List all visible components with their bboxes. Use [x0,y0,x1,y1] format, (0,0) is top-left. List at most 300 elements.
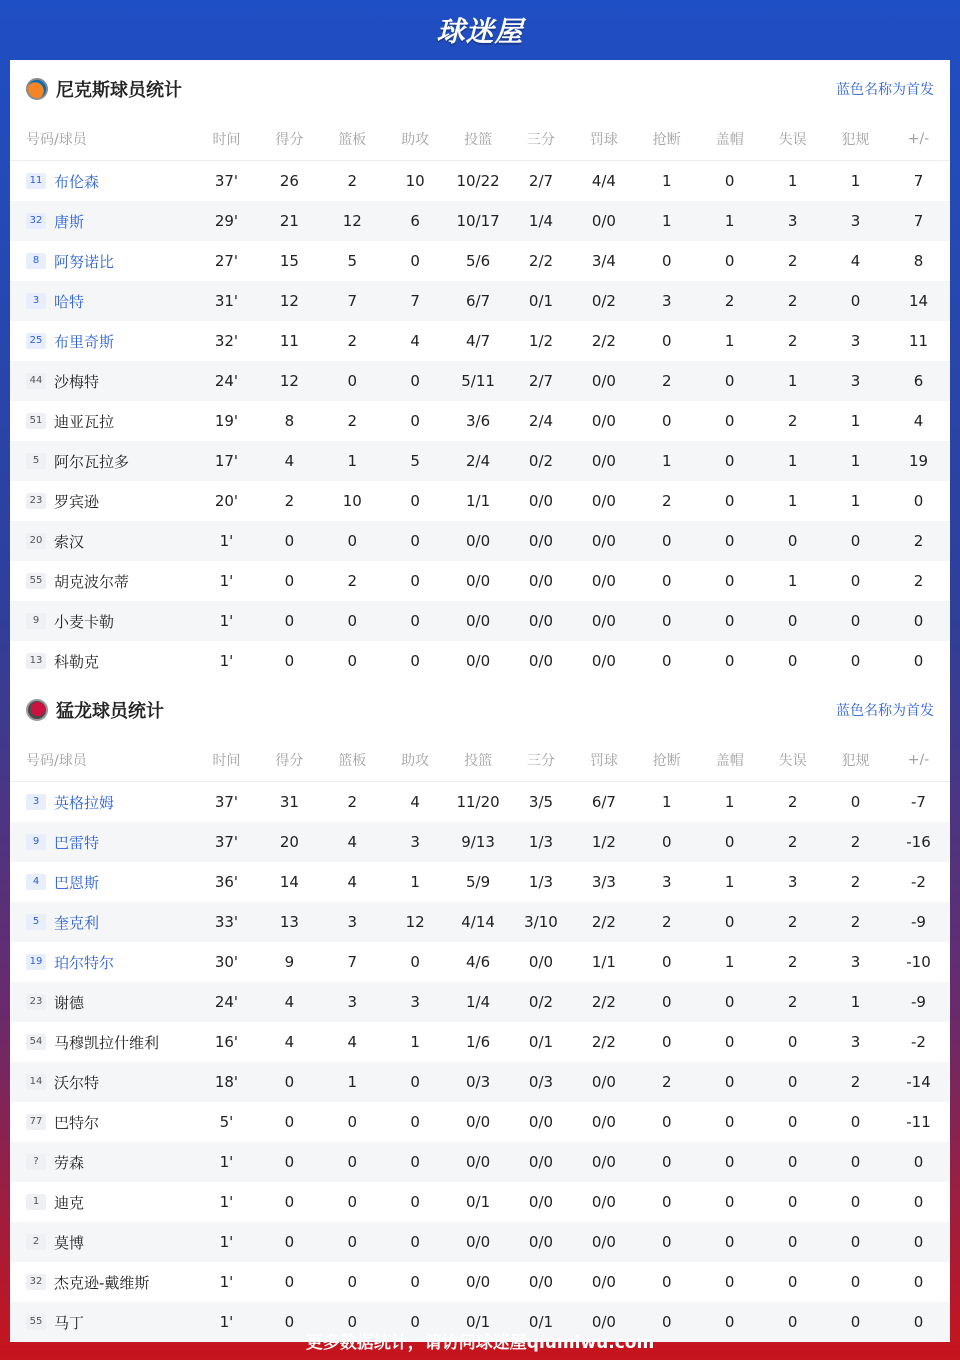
stat-cell: 1 [635,441,698,481]
column-header: 三分 [510,739,573,782]
column-header: 盖帽 [698,739,761,782]
stat-cell: 0/0 [510,601,573,641]
stat-cell: 12 [321,201,384,241]
stat-cell: 19' [214,412,239,430]
stat-cell: 0 [850,572,861,590]
stat-cell: 2 [635,1062,698,1102]
stat-cell: 2 [698,281,761,321]
stat-cell: 2 [347,412,358,430]
table-row [10,942,950,982]
stat-cell: 10/22 [456,172,500,190]
stat-cell: 4/6 [466,953,491,971]
player-cell [10,561,195,601]
stat-cell: 2/4 [447,441,510,481]
stat-cell: 1' [219,1273,234,1291]
stats-table [10,118,950,681]
stat-cell: 2/2 [528,252,554,270]
stats-panel [10,60,950,1332]
stat-cell: 0 [824,281,887,321]
stat-cell: 0 [384,1062,447,1102]
player-cell [10,521,195,561]
stat-cell: 1 [724,873,735,891]
stat-cell: 0/0 [591,492,616,510]
stat-cell: 4/14 [447,902,510,942]
stat-cell: 0 [384,1222,447,1262]
stat-cell: 11 [908,332,929,350]
jersey-number: 44 [26,373,46,389]
stat-cell: 0 [635,1222,698,1262]
stat-cell: 0/3 [447,1062,510,1102]
stat-cell: 0/3 [510,1062,573,1102]
stat-cell: 0 [258,1302,321,1342]
stat-cell: 0/0 [572,201,635,241]
stat-cell: 0 [850,1193,861,1211]
stat-cell: 1 [321,441,384,481]
column-header: 投篮 [447,118,510,161]
stat-cell: 0 [787,1273,798,1291]
stat-cell: 0/0 [528,1193,554,1211]
stat-cell: 0/0 [528,1273,554,1291]
table-row [10,521,950,561]
stat-cell: 2 [347,572,358,590]
stat-cell: 36' [214,873,239,891]
player-cell [10,1022,195,1062]
stat-cell: 6/7 [591,793,616,811]
player-name: 巴特尔 [54,1113,100,1132]
stat-cell: 0 [284,1193,295,1211]
stat-cell: 0/0 [572,1062,635,1102]
stat-cell: 0/0 [466,652,491,670]
stat-cell: 0 [698,1222,761,1262]
table-row [10,822,950,862]
stat-cell: 0 [698,982,761,1022]
team-title [26,76,182,102]
stat-cell: 20 [258,822,321,862]
player-cell [10,481,195,521]
stat-cell: 1/6 [466,1033,491,1051]
stat-cell: 0/0 [528,492,554,510]
stat-cell: 0 [258,1142,321,1182]
stat-cell: 1 [662,793,672,811]
stat-cell: 2 [787,412,798,430]
jersey-number: 5 [26,914,46,930]
stat-cell: 0 [384,1142,447,1182]
jersey-number: 55 [26,573,46,589]
stat-cell: 0/0 [447,1142,510,1182]
stat-cell: 1 [662,172,672,190]
stat-cell: 0 [410,492,420,510]
player-name: 唐斯 [54,212,85,231]
stat-cell: -9 [887,982,950,1022]
player-name: 沃尔特 [54,1073,100,1092]
stat-cell: 4 [347,873,358,891]
table-row [10,561,950,601]
stat-cell: 9/13 [447,822,510,862]
stat-cell: 4 [258,441,321,481]
stat-cell: 0/2 [510,441,573,481]
jersey-number: 2 [26,1234,46,1250]
stat-cell: 4 [258,982,321,1022]
stat-cell: 0/0 [572,601,635,641]
stat-cell: 0 [410,1273,420,1291]
stat-cell: -7 [911,793,926,811]
stat-cell: 1 [410,873,420,891]
stat-cell: 0 [761,521,824,561]
table-row [10,1182,950,1222]
stat-cell: 0 [698,601,761,641]
jersey-number: 23 [26,994,46,1010]
column-header: 罚球 [572,118,635,161]
stat-cell: 3/5 [528,793,554,811]
stat-cell: 0 [384,521,447,561]
column-header: 得分 [258,739,321,782]
stat-cell: 2/4 [528,412,554,430]
table-header-row [10,739,950,782]
jersey-number: 4 [26,874,46,890]
player-name: 迪克 [54,1193,85,1212]
stat-cell: 0 [635,1142,698,1182]
stat-cell: 1 [724,332,735,350]
stat-cell: 3/4 [591,252,616,270]
stat-cell: 1 [850,172,861,190]
stat-cell: 2 [761,281,824,321]
jersey-number: 55 [26,1314,46,1330]
player-cell [10,1182,195,1222]
stat-cell: 0 [347,1193,358,1211]
stat-cell: 5/9 [466,873,491,891]
stat-cell: 0/1 [528,1033,554,1051]
player-name: 阿尔瓦拉多 [54,452,130,471]
stat-cell: 0/0 [572,1142,635,1182]
player-name: 珀尔特尔 [54,953,115,972]
stat-cell: 3 [850,1033,861,1051]
stat-cell: 3 [635,281,698,321]
stat-cell: 15 [279,252,299,270]
stat-cell: 2 [635,902,698,942]
stat-cell: 2 [787,793,798,811]
table-row [10,641,950,681]
stat-cell: 3 [824,361,887,401]
player-name: 奎克利 [54,913,100,932]
stat-cell: 4 [321,822,384,862]
stat-cell: 1 [635,201,698,241]
jersey-number: 32 [26,1274,46,1290]
stat-cell: 0 [698,822,761,862]
player-cell [10,161,195,202]
stat-cell: 0/1 [466,1193,491,1211]
stat-cell: 5' [219,1113,234,1131]
column-header: 号码/球员 [10,118,195,161]
player-cell [10,441,195,481]
stat-cell: 5/6 [466,252,491,270]
footer-link[interactable]: 更多数据统计，请访问球迷屋qiumiwu.com [305,1332,655,1353]
stat-cell: 1' [195,1302,258,1342]
stat-cell: 0 [698,1142,761,1182]
jersey-number: 51 [26,413,46,429]
stat-cell: 0 [284,1273,295,1291]
column-header: 投篮 [447,739,510,782]
stat-cell: 0/0 [528,652,554,670]
stat-cell: 7 [887,201,950,241]
stat-cell: 3 [850,953,861,971]
stat-cell: 0 [724,412,735,430]
stat-cell: 0/2 [572,281,635,321]
stat-cell: 0 [662,652,672,670]
stat-cell: 0 [850,1113,861,1131]
player-cell [10,1062,195,1102]
column-header: 犯规 [824,739,887,782]
starter-legend: 蓝色名称为首发 [836,82,934,98]
stat-cell: 0 [321,1222,384,1262]
stat-cell: 29' [195,201,258,241]
stat-cell: 21 [258,201,321,241]
stat-cell: 3 [321,902,384,942]
stat-cell: 0 [258,1222,321,1262]
stat-cell: 14 [887,281,950,321]
stat-cell: 10 [342,492,362,510]
stat-cell: 0 [410,953,420,971]
stat-cell: 13 [258,902,321,942]
player-cell [10,982,195,1022]
column-header: 助攻 [384,118,447,161]
stat-cell: 5 [384,441,447,481]
section-header [10,60,950,118]
player-name: 科勒克 [54,652,100,671]
stat-cell: 11/20 [456,793,500,811]
jersey-number: 1 [26,1194,46,1210]
jersey-number: 3 [26,293,46,309]
stat-cell: 0 [635,822,698,862]
player-cell [10,361,195,401]
stat-cell: 0/2 [510,982,573,1022]
table-row [10,361,950,401]
stat-cell: 0 [824,601,887,641]
stat-cell: 3 [761,201,824,241]
column-header: 得分 [258,118,321,161]
stat-cell: 0 [850,1273,861,1291]
stat-cell: 0/0 [591,1273,616,1291]
stat-cell: 0 [635,982,698,1022]
stat-cell: 4/7 [466,332,491,350]
stat-cell: 4 [410,332,420,350]
stat-cell: 37' [195,822,258,862]
stat-cell: 0 [824,1142,887,1182]
stats-table [10,739,950,1342]
stat-cell: 0 [787,652,798,670]
stat-cell: 7 [384,281,447,321]
stat-cell: 0 [662,1033,672,1051]
stat-cell: 5/11 [447,361,510,401]
stat-cell: 0 [761,601,824,641]
stat-cell: 0 [887,1222,950,1262]
stat-cell: 3 [321,982,384,1022]
stat-cell: 0/0 [466,1113,491,1131]
stat-cell: 1 [724,953,735,971]
stat-cell: 0 [761,1302,824,1342]
stat-cell: 0 [662,953,672,971]
stat-cell: 0 [913,652,924,670]
stat-cell: 4 [347,1033,358,1051]
stat-cell: 0 [347,652,358,670]
stat-cell: 0 [410,652,420,670]
stat-cell: 1 [787,572,798,590]
stat-cell: 0/0 [528,1113,554,1131]
player-name: 迪亚瓦拉 [54,412,115,431]
column-header: 罚球 [572,739,635,782]
table-row [10,1022,950,1062]
stat-cell: 6 [887,361,950,401]
stat-cell: 20' [214,492,239,510]
stat-cell: 12 [384,902,447,942]
stat-cell: 2 [824,1062,887,1102]
table-row [10,201,950,241]
stat-cell: 0 [698,1302,761,1342]
player-name: 罗宾逊 [54,492,100,511]
stat-cell: 1/3 [528,873,554,891]
column-header: 时间 [195,739,258,782]
stat-cell: 37' [214,172,239,190]
jersey-number: 9 [26,834,46,850]
starter-legend: 蓝色名称为首发 [836,703,934,719]
stat-cell: 26 [279,172,299,190]
stat-cell: 0 [698,441,761,481]
stat-cell: 0 [662,252,672,270]
stat-cell: 1 [761,441,824,481]
stat-cell: 0 [258,1062,321,1102]
stat-cell: 0 [698,361,761,401]
player-name: 谢德 [54,993,85,1012]
stat-cell: 0 [384,601,447,641]
table-row [10,321,950,361]
player-cell [10,822,195,862]
stat-cell: 2 [635,361,698,401]
stat-cell: -2 [911,1033,926,1051]
stat-cell: 0/0 [528,572,554,590]
stat-cell: 1/1 [466,492,491,510]
player-name: 巴恩斯 [54,873,100,892]
stat-cell: 2 [787,953,798,971]
stat-cell: 0/0 [591,652,616,670]
stat-cell: 0 [824,1222,887,1262]
stat-cell: 0/0 [591,1113,616,1131]
stat-cell: 1' [195,1222,258,1262]
stat-cell: 1 [824,441,887,481]
stat-cell: 7 [913,172,924,190]
stat-cell: 0 [724,572,735,590]
table-row [10,241,950,281]
stat-cell: 0/0 [447,1222,510,1262]
stat-cell: 33' [195,902,258,942]
column-header: 助攻 [384,739,447,782]
stat-cell: 0 [913,492,924,510]
player-cell [10,782,195,823]
player-name: 索汉 [54,532,85,551]
stat-cell: 1 [850,412,861,430]
stat-cell: 2 [284,492,295,510]
table-row [10,601,950,641]
table-header-row [10,118,950,161]
stat-cell: 0/0 [528,953,554,971]
player-cell [10,601,195,641]
player-name: 杰克逊-戴维斯 [54,1273,150,1292]
column-header: 三分 [510,118,573,161]
stat-cell: 1 [321,1062,384,1102]
stat-cell: 1 [824,982,887,1022]
stat-cell: 2/2 [591,1033,616,1051]
stat-cell: 2 [761,822,824,862]
jersey-number: 9 [26,613,46,629]
stat-cell: 0 [662,1193,672,1211]
stat-cell: 2 [787,252,798,270]
stat-cell: 1 [761,361,824,401]
stat-cell: 8 [913,252,924,270]
jersey-number: 32 [26,213,46,229]
stat-cell: 2 [787,332,798,350]
stat-cell: 1 [724,793,735,811]
stat-cell: 10/17 [447,201,510,241]
stat-cell: 0 [724,172,735,190]
stat-cell: 0 [662,1113,672,1131]
column-header: 抢断 [635,739,698,782]
stat-cell: 19 [887,441,950,481]
stat-cell: 0/0 [510,521,573,561]
stat-cell: 1' [219,652,234,670]
stat-cell: 0/0 [447,601,510,641]
stat-cell: 32' [214,332,239,350]
jersey-number: 13 [26,653,46,669]
brand-logo: 球迷屋 [436,15,524,48]
stat-cell: 0 [724,1273,735,1291]
column-header: 失误 [761,739,824,782]
stat-cell: 0 [824,1302,887,1342]
jersey-number: 3 [26,794,46,810]
stat-cell: 1' [219,1193,234,1211]
table-row [10,161,950,202]
stat-cell: -2 [911,873,926,891]
stat-cell: 24' [195,361,258,401]
jersey-number: 54 [26,1034,46,1050]
stat-cell: 2 [913,572,924,590]
stat-cell: 0 [635,601,698,641]
column-header: +/- [887,739,950,782]
stat-cell: -11 [906,1113,931,1131]
stat-cell: 1/4 [447,982,510,1022]
column-header: 篮板 [321,739,384,782]
stat-cell: 0 [724,1113,735,1131]
stat-cell: 1' [195,1142,258,1182]
player-name: 马丁 [54,1313,85,1332]
stat-cell: 2 [347,793,358,811]
stat-cell: 3/3 [591,873,616,891]
player-name: 英格拉姆 [54,793,115,812]
stat-cell: 1/2 [572,822,635,862]
team-title-text: 尼克斯球员统计 [56,80,182,101]
stat-cell: 14 [279,873,299,891]
stat-cell: 37' [214,793,239,811]
stat-cell: 7 [347,953,358,971]
stat-cell: 0 [258,521,321,561]
player-cell [10,1102,195,1142]
stat-cell: 1/4 [510,201,573,241]
stat-cell: 0 [410,412,420,430]
stat-cell: -10 [906,953,931,971]
stat-cell: 1 [410,1033,420,1051]
stat-cell: 5 [347,252,358,270]
player-cell [10,902,195,942]
stat-cell: 0 [321,361,384,401]
jersey-number: 25 [26,333,46,349]
team-title [26,697,164,723]
